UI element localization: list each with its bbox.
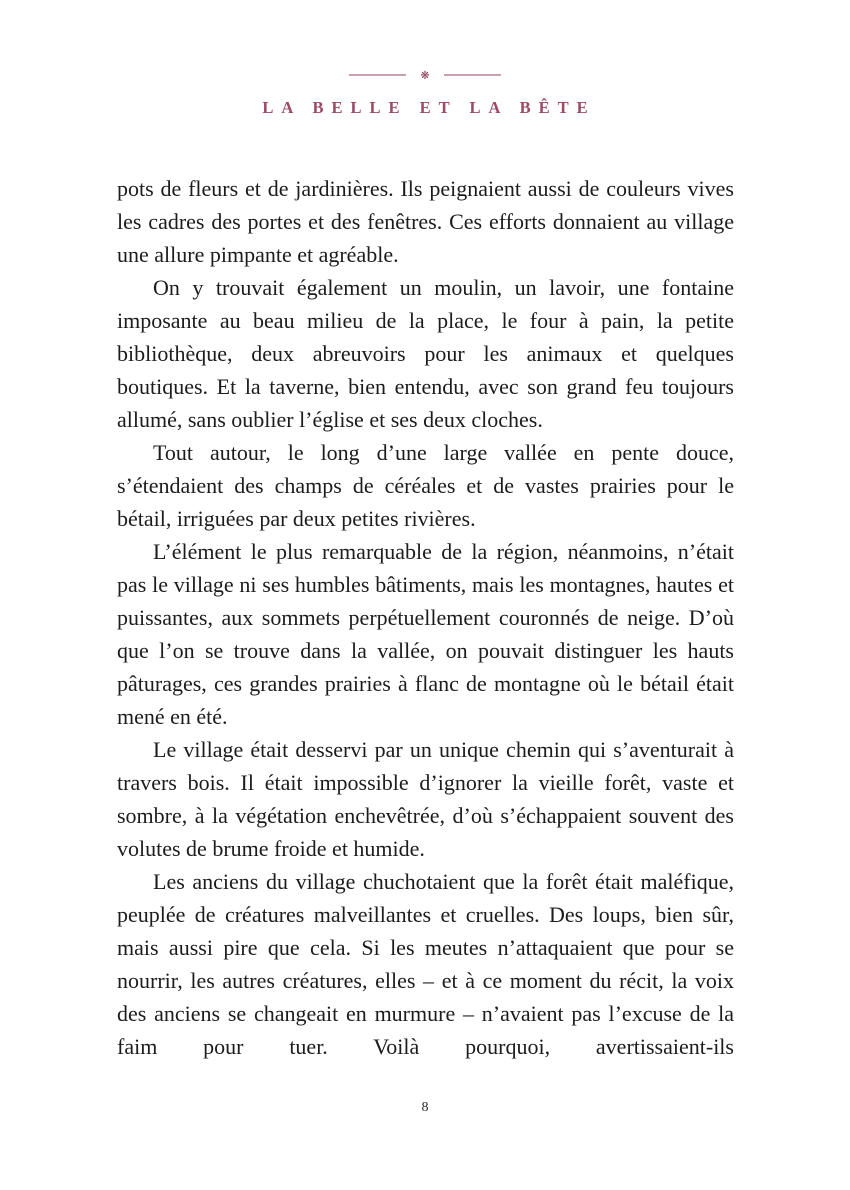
paragraph: Tout autour, le long d’une large vallée en pente douce, s’étendaient des champs de céréales et de vastes prairies pour le bétail, irriguées par deux petites rivières. <box>117 440 734 531</box>
ornament-line-left <box>349 74 406 76</box>
paragraph: On y trouvait également un moulin, un lavoir, une fontaine imposante au beau milieu de la place, le four à pain, la petite bibliothèque, deux abreuvoirs pour les animaux et quelques boutiques. Et la taverne, bien entendu, avec son grand feu toujours allumé, sans oublier l’église et ses deux cloches. <box>117 275 734 432</box>
paragraph: L’élément le plus remarquable de la région, néanmoins, n’était pas le village ni ses humbles bâtiments, mais les montagnes, hautes et puissantes, aux sommets perpétuellement couronnés de neige. D’où que l’on se trouve dans la vallée, on pouvait distinguer les hauts pâturages, ces grandes prairies à flanc de montagne où le bétail était mené en été. <box>117 539 734 729</box>
flower-asterisk-icon: ❋ <box>420 68 430 82</box>
paragraph: Les anciens du village chuchotaient que la forêt était maléfique, peuplée de créatures malveillantes et cruelles. Des loups, bien sûr, mais aussi pire que cela. Si les meutes n’attaquaient que pour se nourrir, les autres créatures, elles – et à ce moment du récit, la voix des anciens se changeait en murmure – n’avaient pas l’excuse de la faim pour tuer. Voilà pourquoi, avertissaient-ils <box>117 869 734 1059</box>
ornament-line-right <box>444 74 501 76</box>
paragraph: Le village était desservi par un unique chemin qui s’aventurait à travers bois. Il était impossible d’ignorer la vieille forêt, vaste et sombre, à la végétation enchevêtrée, d’où s’échappaient souvent des volutes de brume froide et humide. <box>117 737 734 861</box>
body-text <box>117 172 734 1063</box>
paragraph: pots de fleurs et de jardinières. Ils peignaient aussi de couleurs vives les cadres des portes et des fenêtres. Ces efforts donnaient au village une allure pimpante et agréable. <box>117 176 734 267</box>
header-ornament <box>0 66 850 84</box>
chapter-title: LA BELLE ET LA BÊTE <box>262 98 596 117</box>
page-number: 8 <box>421 1100 429 1115</box>
